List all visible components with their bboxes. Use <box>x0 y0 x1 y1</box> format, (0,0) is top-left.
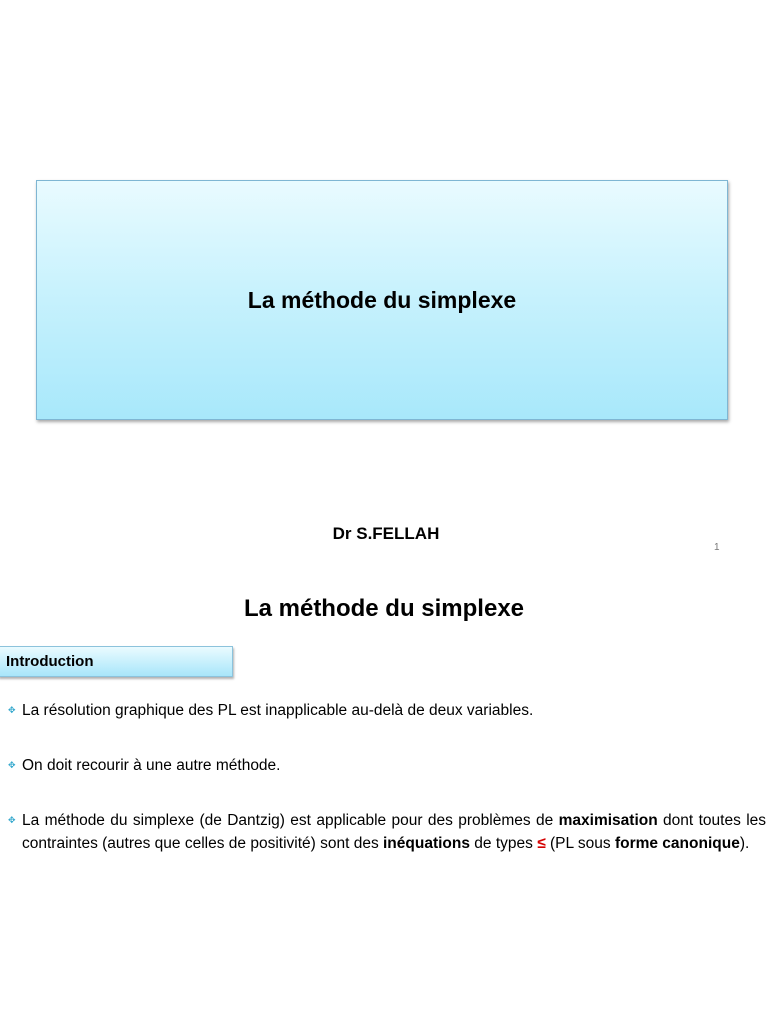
bullet-text-3 <box>22 809 766 855</box>
text-run: dont toutes les contraintes (autres que celles de positivité) sont des <box>22 812 767 852</box>
bullet-item-2 <box>8 754 766 777</box>
text-run: ). <box>739 835 750 852</box>
slide-title: La méthode du simplexe <box>247 286 517 313</box>
bullet-diamond-icon: ✥ <box>8 705 16 715</box>
bullet-text-2: On doit recourir à une autre méthode. <box>22 757 281 774</box>
slide-heading: La méthode du simplexe <box>243 595 525 622</box>
bullet-text-1: La résolution graphique des PL est inapplicable au-delà de deux variables. <box>22 702 534 719</box>
author-name: Dr S.FELLAH <box>332 524 440 543</box>
text-run: (PL sous <box>545 835 615 852</box>
bold-term-forme-canonique: forme canonique <box>614 835 740 852</box>
page-number: 1 <box>714 542 720 553</box>
bullet-diamond-icon: ✥ <box>8 815 16 825</box>
section-label-introduction: Introduction <box>0 646 233 677</box>
bullet-diamond-icon: ✥ <box>8 760 16 770</box>
text-run: La méthode du simplexe (de Dantzig) est applicable pour des problèmes de <box>22 812 559 829</box>
bold-term-inequations: inéquations <box>383 835 470 852</box>
title-box <box>36 180 728 420</box>
text-run: de types <box>469 835 538 852</box>
bold-term-maximisation: maximisation <box>558 812 658 829</box>
slide-2 <box>0 572 768 1024</box>
less-equal-symbol: ≤ <box>537 835 546 852</box>
bullet-item-1 <box>8 699 766 722</box>
bullet-item-3 <box>8 809 766 855</box>
